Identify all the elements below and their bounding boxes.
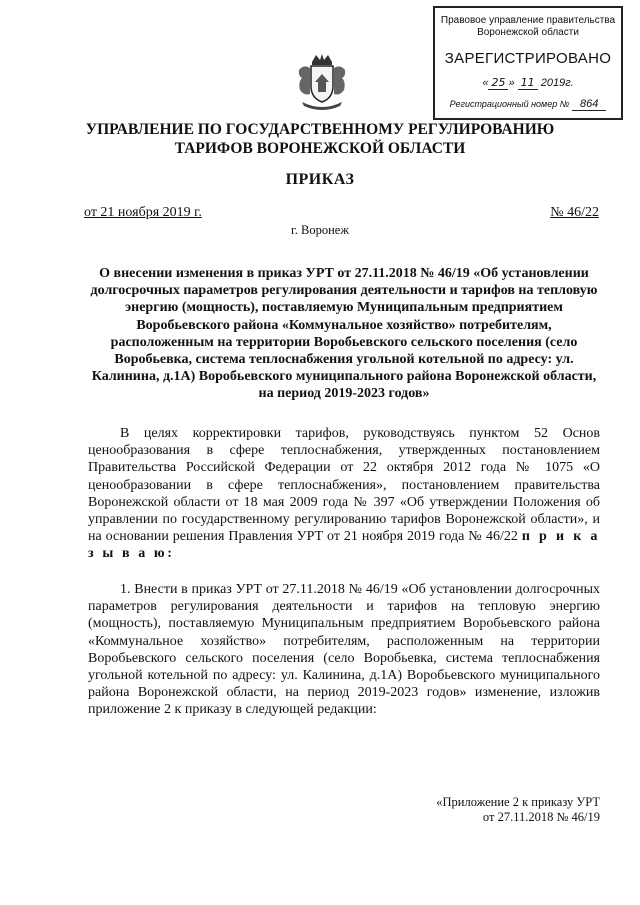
order-subject: О внесении изменения в приказ УРТ от 27.11.2018 № 46/19 «Об установлении долгосрочных параметров регулирования деятельности и тарифов на тепловую энергию (мощность), поставляемую Муниципальным предприятием Воробьевского района «Коммунальное хозяйство» потребителям, расположенным на территории Воробьевского сельского поселения (село Воробьевка, система теплоснабжения угольной котельной по адресу: ул. Калинина, д.1А) Воробьевского муниципального района Воронежской области, на период 2019-2023 годов» (90, 266, 598, 402)
agency-line-1: УПРАВЛЕНИЕ ПО ГОСУДАРСТВЕННОМУ РЕГУЛИРОВАНИЮ (85, 121, 555, 138)
stamp-number-label: Регистрационный номер № (449, 99, 570, 109)
order-word: п р и к а з ы в а ю: (88, 529, 601, 562)
agency-line-2: ТАРИФОВ ВОРОНЕЖСКОЙ ОБЛАСТИ (174, 140, 466, 157)
appendix-header (436, 795, 600, 825)
stamp-date: « 25 » 11 2019г. (482, 76, 574, 89)
order-number: № 46/22 (550, 205, 599, 220)
stamp-date-month: 11 (518, 76, 538, 90)
agency-name (60, 120, 580, 158)
stamp-number (435, 98, 621, 110)
order-date: от 21 ноября 2019 г. (84, 205, 202, 220)
preamble-paragraph (88, 425, 600, 563)
appendix-line-1: «Приложение 2 к приказу УРТ (436, 795, 600, 809)
item-1-paragraph: 1. Внести в приказ УРТ от 27.11.2018 № 46/19 «Об установлении долгосрочных параметров регулирования деятельности и тарифов на тепловую энергию (мощность), поставляемую Муниципальным предприятием Воробьевского района «Коммунальное хозяйство» потребителям, расположенным на территории Воробьевского сельского поселения (село Воробьевка, система теплоснабжения угольной котельной по адресу: ул. Калинина, д.1А) Воробьевского муниципального района Воронежской области, на период 2019-2023 годов» изменение, изложив приложение 2 к приказу в следующей редакции: (88, 582, 600, 718)
stamp-line-2: Воронежской области (477, 27, 579, 38)
stamp-date-year: 2019 (540, 77, 566, 89)
registration-stamp (433, 6, 623, 120)
appendix-line-2: от 27.11.2018 № 46/19 (482, 810, 600, 824)
stamp-number-value: 864 (572, 98, 606, 111)
coat-of-arms-icon (296, 52, 348, 112)
preamble-text: В целях корректировки тарифов, руководствуясь пунктом 52 Основ ценообразования в сфере теплоснабжения, утвержденных постановлением Правительства Российской Федерации от 22 октября 2012 года № 1075 «О ценообразовании в сфере теплоснабжения», постановлением правительства Воронежской области от 18 мая 2009 года № 397 «Об утверждении Положения об управлении по государственному регулированию тарифов Воронежской области», и на основании решения Правления УРТ от 21 ноября 2019 года № 46/22 (88, 426, 600, 545)
stamp-registered: ЗАРЕГИСТРИРОВАНО (444, 50, 612, 67)
stamp-date-day: 25 (488, 76, 508, 90)
document-type: ПРИКАЗ (285, 171, 355, 188)
city: г. Воронеж (291, 223, 349, 237)
stamp-line-1: Правовое управление правительства (440, 15, 616, 26)
